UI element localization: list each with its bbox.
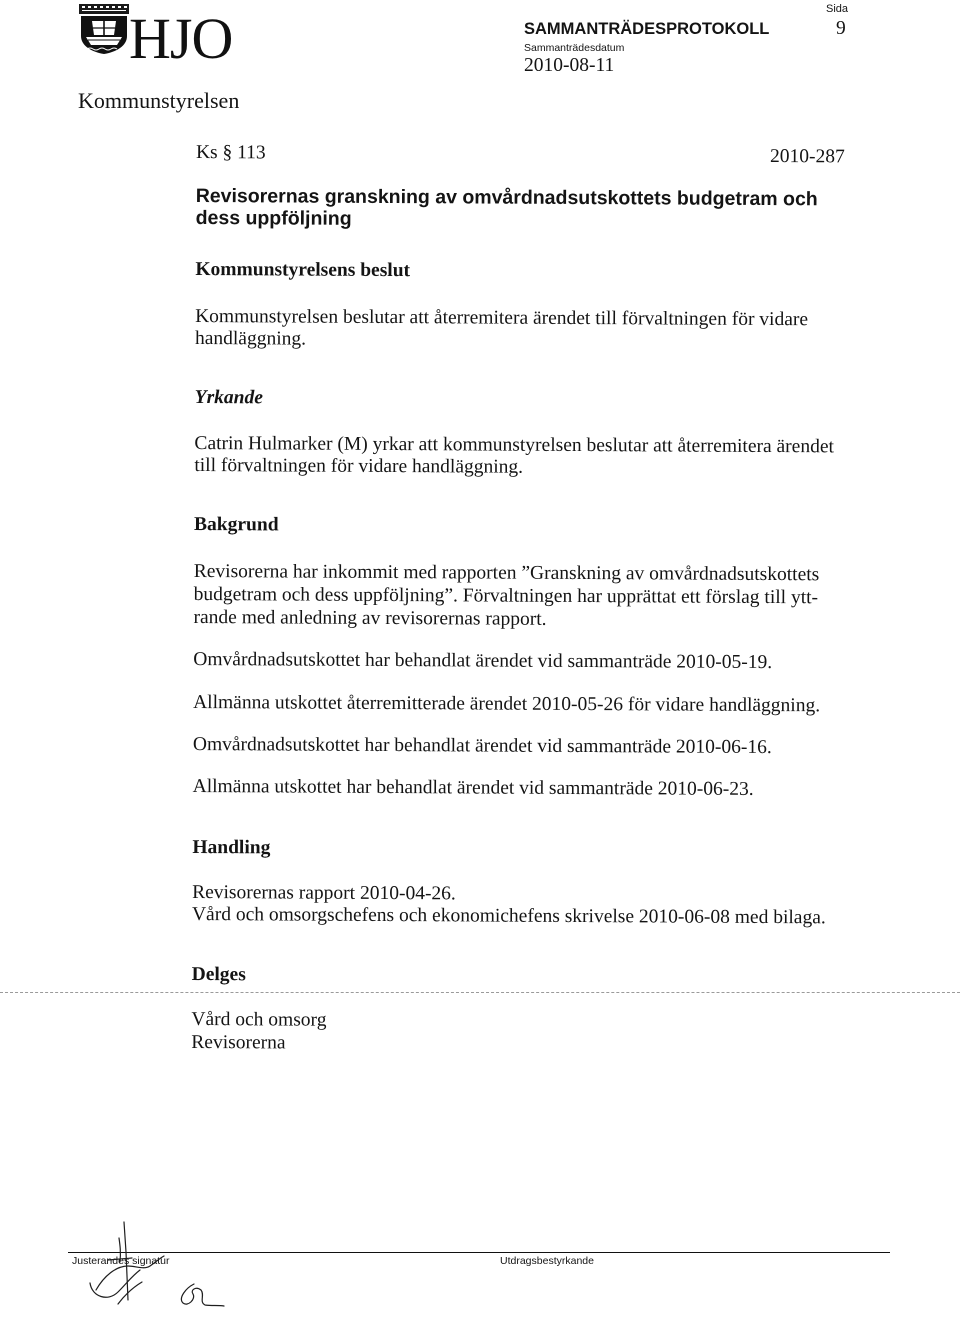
- decision-text: [195, 306, 808, 353]
- dashed-divider: [0, 992, 960, 993]
- decision-line: Kommunstyrelsen beslutar att återremitera ärendet till förvaltningen för vidare: [195, 305, 809, 331]
- case-title: [196, 185, 818, 232]
- background-event: Omvårdnadsutskottet har behandlat ärendet vid sammanträde 2010-06-16.: [192, 733, 772, 759]
- background-line: budgetram och dess uppföljning”. Förvaltningen har upprättat ett förslag till ytt-: [193, 583, 819, 609]
- document-item: Revisorernas rapport 2010-04-26.: [192, 881, 456, 905]
- recipient-item: Vård och omsorg: [191, 1008, 327, 1031]
- municipality-logo-text: HJO: [129, 6, 233, 71]
- recipient-item: Revisorerna: [191, 1031, 286, 1054]
- background-event: Omvårdnadsutskottet har behandlat ärendet vid sammanträde 2010-05-19.: [193, 648, 773, 674]
- reviewer-signature: [90, 1222, 164, 1304]
- document-item: Vård och omsorgschefens och ekonomichefens skrivelse 2010-06-08 med bilaga.: [191, 903, 826, 929]
- distribution-list: [191, 1008, 326, 1055]
- meeting-date-label: Sammanträdesdatum: [524, 42, 625, 54]
- page-label: Sida: [826, 3, 849, 15]
- proposal-heading: Yrkande: [194, 386, 264, 409]
- proposal-text: [194, 433, 834, 480]
- documents-list: [192, 882, 826, 929]
- proposal-line: Catrin Hulmarker (M) yrkar att kommunstyrelsen beslutar att återremitera ärendet: [194, 432, 834, 458]
- background-event: Allmänna utskottet återremitterade ärendet 2010-05-26 för vidare handläggning.: [193, 691, 821, 717]
- decision-line: handläggning.: [194, 327, 307, 350]
- documents-heading: Handling: [192, 836, 271, 859]
- background-heading: Bakgrund: [193, 513, 279, 536]
- second-reviewer-signature: [181, 1284, 224, 1306]
- diary-number: 2010-287: [769, 146, 845, 168]
- background-event: Allmänna utskottet har behandlat ärendet vid sammanträde 2010-06-23.: [192, 775, 754, 800]
- background-line: rande med anledning av revisorernas rapport.: [193, 606, 547, 630]
- background-intro: [193, 560, 819, 632]
- distribution-heading: Delges: [191, 963, 246, 986]
- paragraph-number: Ks § 113: [195, 142, 266, 164]
- handwritten-signatures: [0, 1200, 260, 1315]
- page-number: 9: [836, 18, 846, 39]
- case-title-line: dess uppföljning: [195, 206, 352, 230]
- case-title-line: Revisorernas granskning av omvårdnadsutskottets budgetram och: [195, 184, 818, 211]
- signature-label: Justerandes signatur: [72, 1255, 170, 1267]
- proposal-line: till förvaltningen för vidare handläggning.: [194, 454, 524, 478]
- certification-label: Utdragsbestyrkande: [500, 1255, 594, 1267]
- body-name: Kommunstyrelsen: [78, 88, 240, 113]
- decision-heading: Kommunstyrelsens beslut: [195, 258, 411, 282]
- meeting-date: 2010-08-11: [524, 55, 615, 76]
- background-line: Revisorerna har inkommit med rapporten ”Granskning av omvårdnadsutskottets: [193, 560, 820, 586]
- document-type: SAMMANTRÄDESPROTOKOLL: [524, 20, 770, 38]
